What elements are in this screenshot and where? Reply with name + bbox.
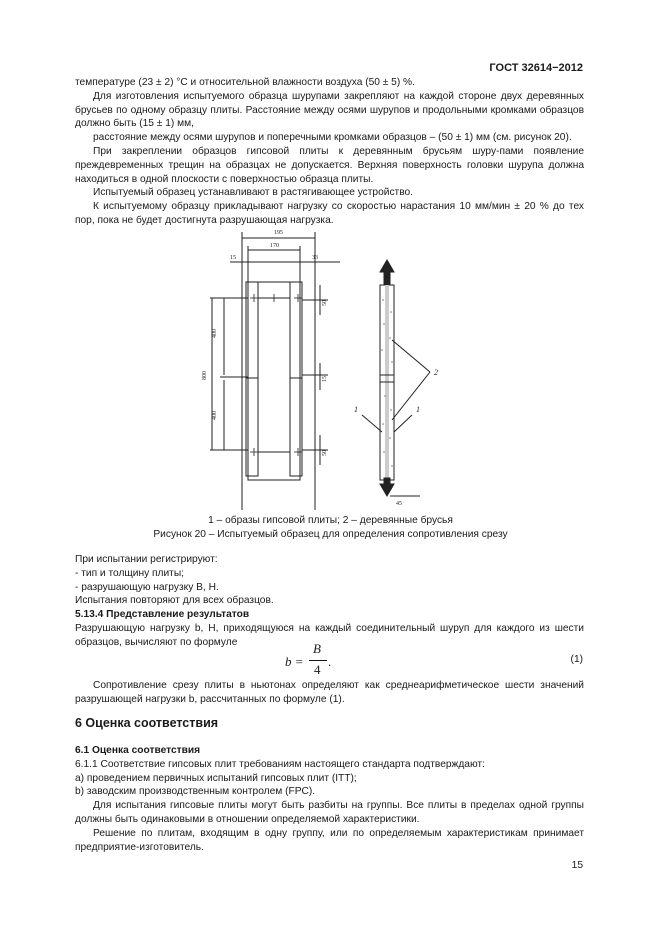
paragraph: - разрушающую нагрузку B, Н. bbox=[75, 581, 219, 593]
formula-lhs: b = bbox=[285, 654, 304, 669]
subsection-heading: 5.13.4 Представление результатов bbox=[75, 609, 250, 621]
callout-label: 1 bbox=[354, 405, 358, 414]
arrow-down-icon bbox=[380, 484, 394, 496]
dim-label: 195 bbox=[274, 230, 283, 236]
figure-caption: Рисунок 20 – Испытуемый образец для определения сопротивления срезу bbox=[153, 529, 508, 540]
arrow-up-icon bbox=[380, 260, 394, 272]
dim-label: 15 bbox=[322, 376, 328, 382]
paragraph: При испытании регистрируют: bbox=[75, 554, 218, 565]
subsection-heading: 6.1 Оценка соответствия bbox=[75, 745, 201, 756]
standard-code: ГОСТ 32614−2012 bbox=[489, 62, 583, 74]
dim-label: 33 bbox=[312, 255, 318, 261]
page-number: 15 bbox=[571, 860, 583, 871]
dim-label: 170 bbox=[270, 243, 279, 249]
dim-label: 400 bbox=[212, 411, 218, 420]
text-block-section bbox=[75, 744, 584, 854]
callout-label: 1 bbox=[416, 405, 420, 414]
paragraph: Испытания повторяют для всех образцов. bbox=[75, 595, 274, 607]
paragraph: Для изготовления испытуемого образца шурупами закрепляют на каждой стороне двух деревянных брусьев по одному образцу плиты. Расстояние между осями шурупов и продольными кромками образцов должно быть (15 ± 1) мм, bbox=[75, 90, 584, 130]
paragraph: температуре (23 ± 2) °C и относительной влажности воздуха (50 ± 5) %. bbox=[75, 77, 415, 88]
dim-label: 50 bbox=[322, 300, 328, 306]
dim-label: 50 bbox=[322, 450, 328, 456]
gypsum-board bbox=[248, 282, 300, 480]
formula-end: . bbox=[328, 654, 332, 669]
paragraph: Испытуемый образец устанавливают в растягивающее устройство. bbox=[93, 187, 414, 199]
paragraph: Разрушающую нагрузку b, Н, приходящуюся на каждый соединительный шуруп для каждого из шести образцов, вычисляют по формуле bbox=[75, 622, 584, 648]
text-block-mid bbox=[75, 553, 584, 650]
text-block-after-formula bbox=[75, 679, 584, 707]
formula-numerator: B bbox=[313, 641, 321, 656]
paragraph: При закреплении образцов гипсовой плиты к деревянным брусьям шуру-пами появление преждевременных трещин на образцах не допускается. Верхняя поверхность головки шурупа должна находиться в одной плоскости с поверхностью образца плиты. bbox=[75, 145, 584, 185]
formula-denominator: 4 bbox=[314, 662, 321, 677]
equation-number: (1) bbox=[570, 654, 583, 665]
text-block-top bbox=[75, 76, 584, 228]
section-title: 6 Оценка соответствия bbox=[75, 716, 219, 730]
fraction-bar bbox=[309, 660, 327, 661]
paragraph: Сопротивление срезу плиты в ньютонах определяют как среднеарифметическое шести значений разрушающей нагрузки b, рассчитанных по формуле (1). bbox=[75, 680, 584, 705]
figure-legend: 1 – образы гипсовой плиты; 2 – деревянные брусья bbox=[208, 515, 453, 526]
paragraph: - тип и толщину плиты; bbox=[75, 567, 184, 579]
paragraph: а) проведением первичных испытаний гипсовых плит (ITT); bbox=[75, 772, 357, 784]
dim-label: 15 bbox=[230, 255, 236, 261]
formula bbox=[285, 641, 375, 681]
paragraph: расстояние между осями шурупов и поперечными кромками образцов – (50 ± 1) мм (см. рисунок 20). bbox=[93, 132, 572, 144]
paragraph: b) заводским производственным контролем (FPC). bbox=[75, 786, 316, 798]
callout-label: 2 bbox=[434, 368, 438, 377]
dim-label: 800 bbox=[202, 371, 208, 380]
paragraph: Для испытания гипсовые плиты могут быть разбиты на группы. Все плиты в пределах одной группы должны быть одинаковыми в отношении определяемой характеристики. bbox=[75, 800, 584, 825]
paragraph: Решение по плитам, входящим в одну группу, или по определяемым характеристикам принимает предприятие-изготовитель. bbox=[75, 827, 584, 853]
paragraph: К испытуемому образцу прикладывают нагрузку со скоростью нарастания 10 мм/мин ± 20 % до тех пор, пока не будет достигнута разрушающая нагрузка. bbox=[75, 201, 584, 226]
paragraph: 6.1.1 Соответствие гипсовых плит требованиям настоящего стандарта подтверждают: bbox=[75, 758, 485, 770]
dim-label: 400 bbox=[212, 329, 218, 338]
test-specimen-drawing bbox=[190, 220, 490, 520]
dim-label: 45 bbox=[396, 501, 402, 507]
